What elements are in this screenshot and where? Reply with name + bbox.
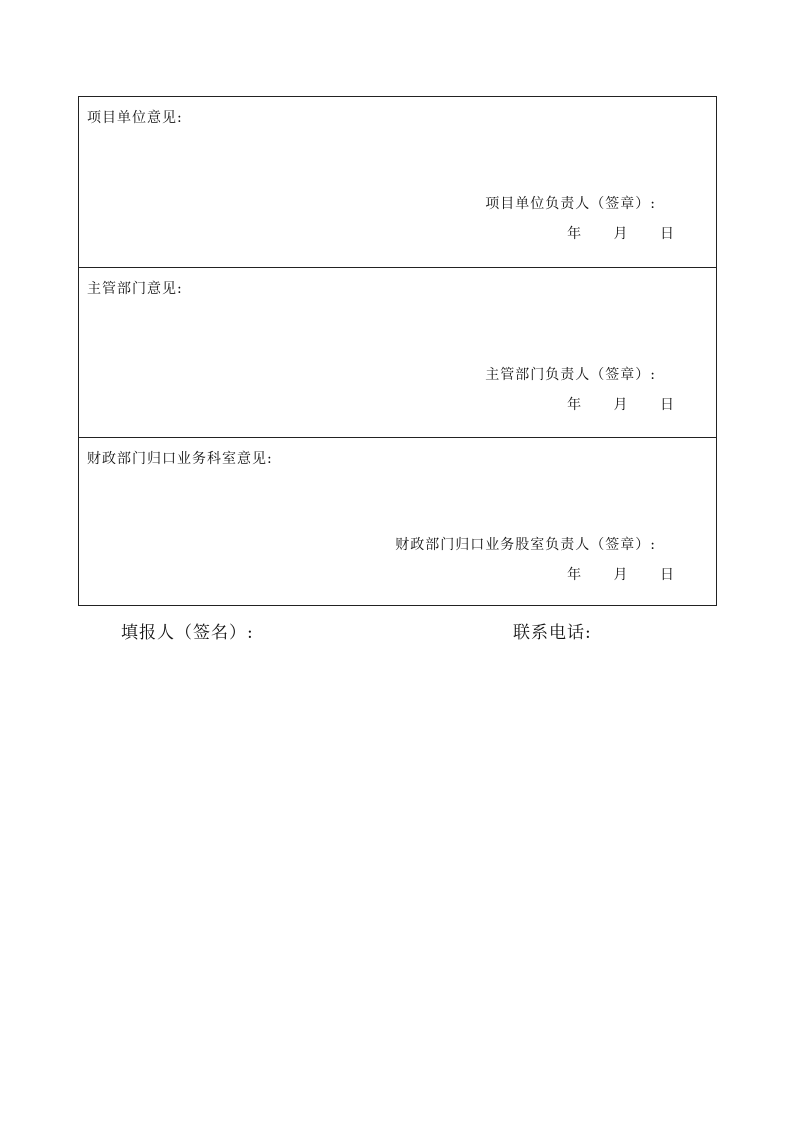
section-title: 项目单位意见: bbox=[87, 110, 183, 126]
section-title: 财政部门归口业务科室意见: bbox=[87, 451, 273, 467]
date-month-label: 月 bbox=[613, 397, 628, 413]
signature-label: 财政部门归口业务股室负责人（签章）: bbox=[395, 537, 656, 553]
finance-dept-opinion-section bbox=[79, 437, 716, 607]
filler-signature-label: 填报人（签名）: bbox=[121, 623, 254, 643]
section-title: 主管部门意见: bbox=[87, 281, 183, 297]
date-day-label: 日 bbox=[660, 567, 674, 583]
date-year-label: 年 bbox=[567, 567, 582, 583]
approval-opinion-table bbox=[78, 96, 717, 606]
date-line bbox=[567, 223, 674, 243]
date-line bbox=[567, 394, 674, 414]
supervising-dept-opinion-section bbox=[79, 267, 716, 437]
date-month-label: 月 bbox=[613, 226, 628, 242]
date-month-label: 月 bbox=[613, 567, 628, 583]
date-line bbox=[567, 564, 674, 584]
project-unit-opinion-section bbox=[79, 97, 716, 267]
date-day-label: 日 bbox=[660, 226, 674, 242]
date-year-label: 年 bbox=[567, 226, 582, 242]
date-year-label: 年 bbox=[567, 397, 582, 413]
signature-label: 项目单位负责人（签章）: bbox=[485, 196, 656, 212]
signature-label: 主管部门负责人（签章）: bbox=[485, 367, 656, 383]
contact-phone-label: 联系电话: bbox=[513, 623, 592, 643]
date-day-label: 日 bbox=[660, 397, 674, 413]
